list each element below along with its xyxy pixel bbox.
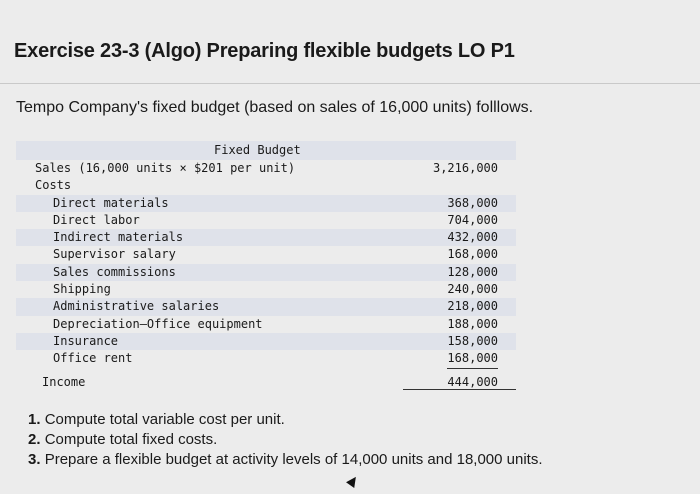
question-text: Prepare a flexible budget at activity levels of 14,000 units and 18,000 units. (44, 451, 543, 468)
question-item (28, 410, 543, 430)
sales-value: 3,216,000 (432, 161, 498, 175)
cost-label: Indirect materials (53, 230, 184, 245)
cost-value: 188,000 (447, 316, 498, 331)
cost-label: Depreciation—Office equipment (53, 316, 263, 331)
cost-value: 218,000 (447, 299, 498, 314)
exercise-intro: Tempo Company's fixed budget (based on sales of 16,000 units) folllows. (16, 99, 534, 116)
cost-label: Insurance (53, 333, 119, 348)
cost-label: Administrative salaries (53, 299, 220, 314)
cost-value: 128,000 (447, 264, 498, 279)
divider (0, 83, 700, 84)
cost-label: Supervisor salary (53, 247, 176, 262)
income-label: Income (42, 374, 86, 389)
cost-row (16, 333, 516, 350)
question-number: 2. (28, 431, 41, 448)
cost-value: 168,000 (447, 247, 498, 262)
cost-value: 168,000 (447, 350, 498, 368)
cost-value: 432,000 (447, 230, 498, 245)
cost-label: Direct materials (53, 195, 169, 210)
costs-label: Costs (35, 178, 72, 193)
cost-label: Sales commissions (53, 264, 176, 279)
cost-row (16, 264, 516, 281)
cost-row (16, 229, 516, 246)
budget-header-row (16, 141, 516, 160)
cost-value: 368,000 (447, 195, 498, 210)
cost-row (16, 281, 516, 298)
income-value: 444,000 (447, 374, 498, 389)
costs-heading-row (16, 177, 516, 194)
mouse-cursor-icon (346, 474, 360, 488)
exercise-title: Exercise 23-3 (Algo) Preparing flexible budgets LO P1 (14, 40, 515, 62)
cost-value: 240,000 (447, 282, 498, 297)
sales-label: Sales (16,000 units × $201 per unit) (35, 161, 296, 175)
budget-header: Fixed Budget (214, 143, 301, 157)
cost-label: Shipping (53, 282, 111, 297)
cost-value: 158,000 (447, 333, 498, 348)
cost-value: 704,000 (447, 212, 498, 227)
cost-row (16, 212, 516, 229)
cost-row (16, 195, 516, 212)
sales-row (16, 160, 516, 177)
cost-label: Office rent (53, 351, 133, 366)
question-number: 1. (28, 411, 41, 428)
question-item (28, 450, 543, 470)
income-row (16, 368, 516, 392)
cost-row (16, 298, 516, 315)
cost-label: Direct labor (53, 212, 140, 227)
question-item (28, 430, 543, 450)
cost-row (16, 316, 516, 333)
cost-row (16, 246, 516, 263)
question-text: Compute total fixed costs. (44, 431, 218, 448)
question-number: 3. (28, 451, 41, 468)
question-list (28, 410, 543, 470)
income-underline (403, 389, 516, 390)
cost-row (16, 350, 516, 367)
fixed-budget-table (16, 141, 516, 392)
question-text: Compute total variable cost per unit. (44, 411, 285, 428)
